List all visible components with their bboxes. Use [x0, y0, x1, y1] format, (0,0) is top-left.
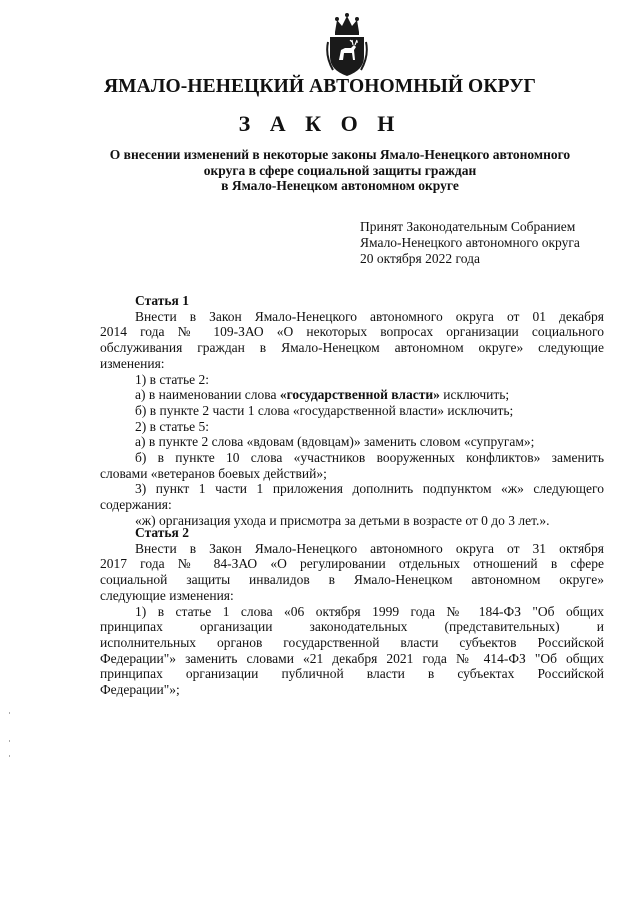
paragraph-line: следующие изменения: — [100, 587, 234, 603]
quoted-amendment: «ж) организация ухода и присмотра за детьми в возрасте от 0 до 3 лет.». — [135, 512, 550, 528]
text-run: а) в наименовании слова — [135, 387, 280, 403]
paragraph-line: Федерации"»; — [100, 682, 180, 698]
title-line: О внесении изменений в некоторые законы Ямало-Ненецкого автономного — [109, 147, 571, 162]
adoption-line: 20 октября 2022 года — [360, 251, 480, 266]
list-item: а) в пункте 2 слова «вдовам (вдовцам)» заменить словом «супругам»; — [135, 434, 535, 450]
article-2 — [100, 525, 604, 698]
paragraph-line: социальной защиты инвалидов в Ямало-Ненецком автономном округе» — [100, 572, 604, 588]
adoption-note — [360, 219, 630, 267]
list-item: б) в пункте 10 слова «участников вооруженных конфликтов» заменить — [135, 450, 604, 466]
article-1-heading: Статья 1 — [135, 293, 189, 308]
text-run: исключить; — [439, 387, 510, 403]
document-title — [60, 147, 620, 194]
paragraph-line: изменения: — [100, 355, 165, 371]
paragraph-line: Внести в Закон Ямало-Ненецкого автономного округа от 31 октября — [135, 540, 604, 556]
paragraph-line: принципах организации законодательных (представительных) и — [100, 619, 604, 635]
paragraph-line: Федерации"» заменить словами «21 декабря 2021 года № 414-ФЗ "Об общих — [100, 650, 604, 666]
article-2-heading: Статья 2 — [135, 525, 189, 540]
adoption-line: Принят Законодательным Собранием — [360, 219, 576, 234]
scan-mark — [9, 740, 10, 742]
paragraph-line: принципах организации публичной власти в субъектах Российской — [100, 666, 604, 682]
document-type: З А К О Н — [238, 111, 402, 136]
paragraph-line: 2014 года № 109-ЗАО «О некоторых вопросах организации социального — [100, 324, 604, 340]
paragraph-line: Внести в Закон Ямало-Ненецкого автономного округа от 01 декабря — [135, 308, 604, 324]
title-line: в Ямало-Ненецком автономном округе — [221, 178, 459, 193]
region-name: ЯМАЛО-НЕНЕЦКИЙ АВТОНОМНЫЙ ОКРУГ — [103, 76, 537, 97]
paragraph-line: 2017 года № 84-ЗАО «О регулировании отдельных отношений в сфере — [100, 556, 604, 572]
list-item — [100, 387, 604, 403]
title-line: округа в сфере социальной защиты граждан — [203, 162, 477, 178]
paragraph-line: словами «ветеранов боевых действий»; — [100, 465, 327, 481]
list-item: б) в пункте 2 части 1 слова «государственной власти» исключить; — [135, 402, 514, 418]
bold-text-run: «государственной власти» — [279, 387, 440, 403]
list-item: 2) в статье 5: — [135, 418, 209, 434]
scan-mark — [9, 755, 10, 757]
adoption-line: Ямало-Ненецкого автономного округа — [360, 235, 580, 250]
paragraph-line: исполнительных органов государственной власти субъектов Российской — [100, 634, 604, 650]
paragraph-line: содержания: — [100, 497, 172, 513]
coat-of-arms-icon — [325, 12, 369, 78]
scan-mark — [9, 712, 10, 714]
list-item: 3) пункт 1 части 1 приложения дополнить подпунктом «ж» следующего — [135, 481, 604, 497]
article-1 — [100, 293, 604, 529]
paragraph-line: обслуживания граждан в Ямало-Ненецком автономном округе» следующие — [100, 340, 604, 356]
list-item: 1) в статье 2: — [135, 371, 209, 387]
list-item: 1) в статье 1 слова «06 октября 1999 года № 184-ФЗ "Об общих — [135, 603, 604, 619]
